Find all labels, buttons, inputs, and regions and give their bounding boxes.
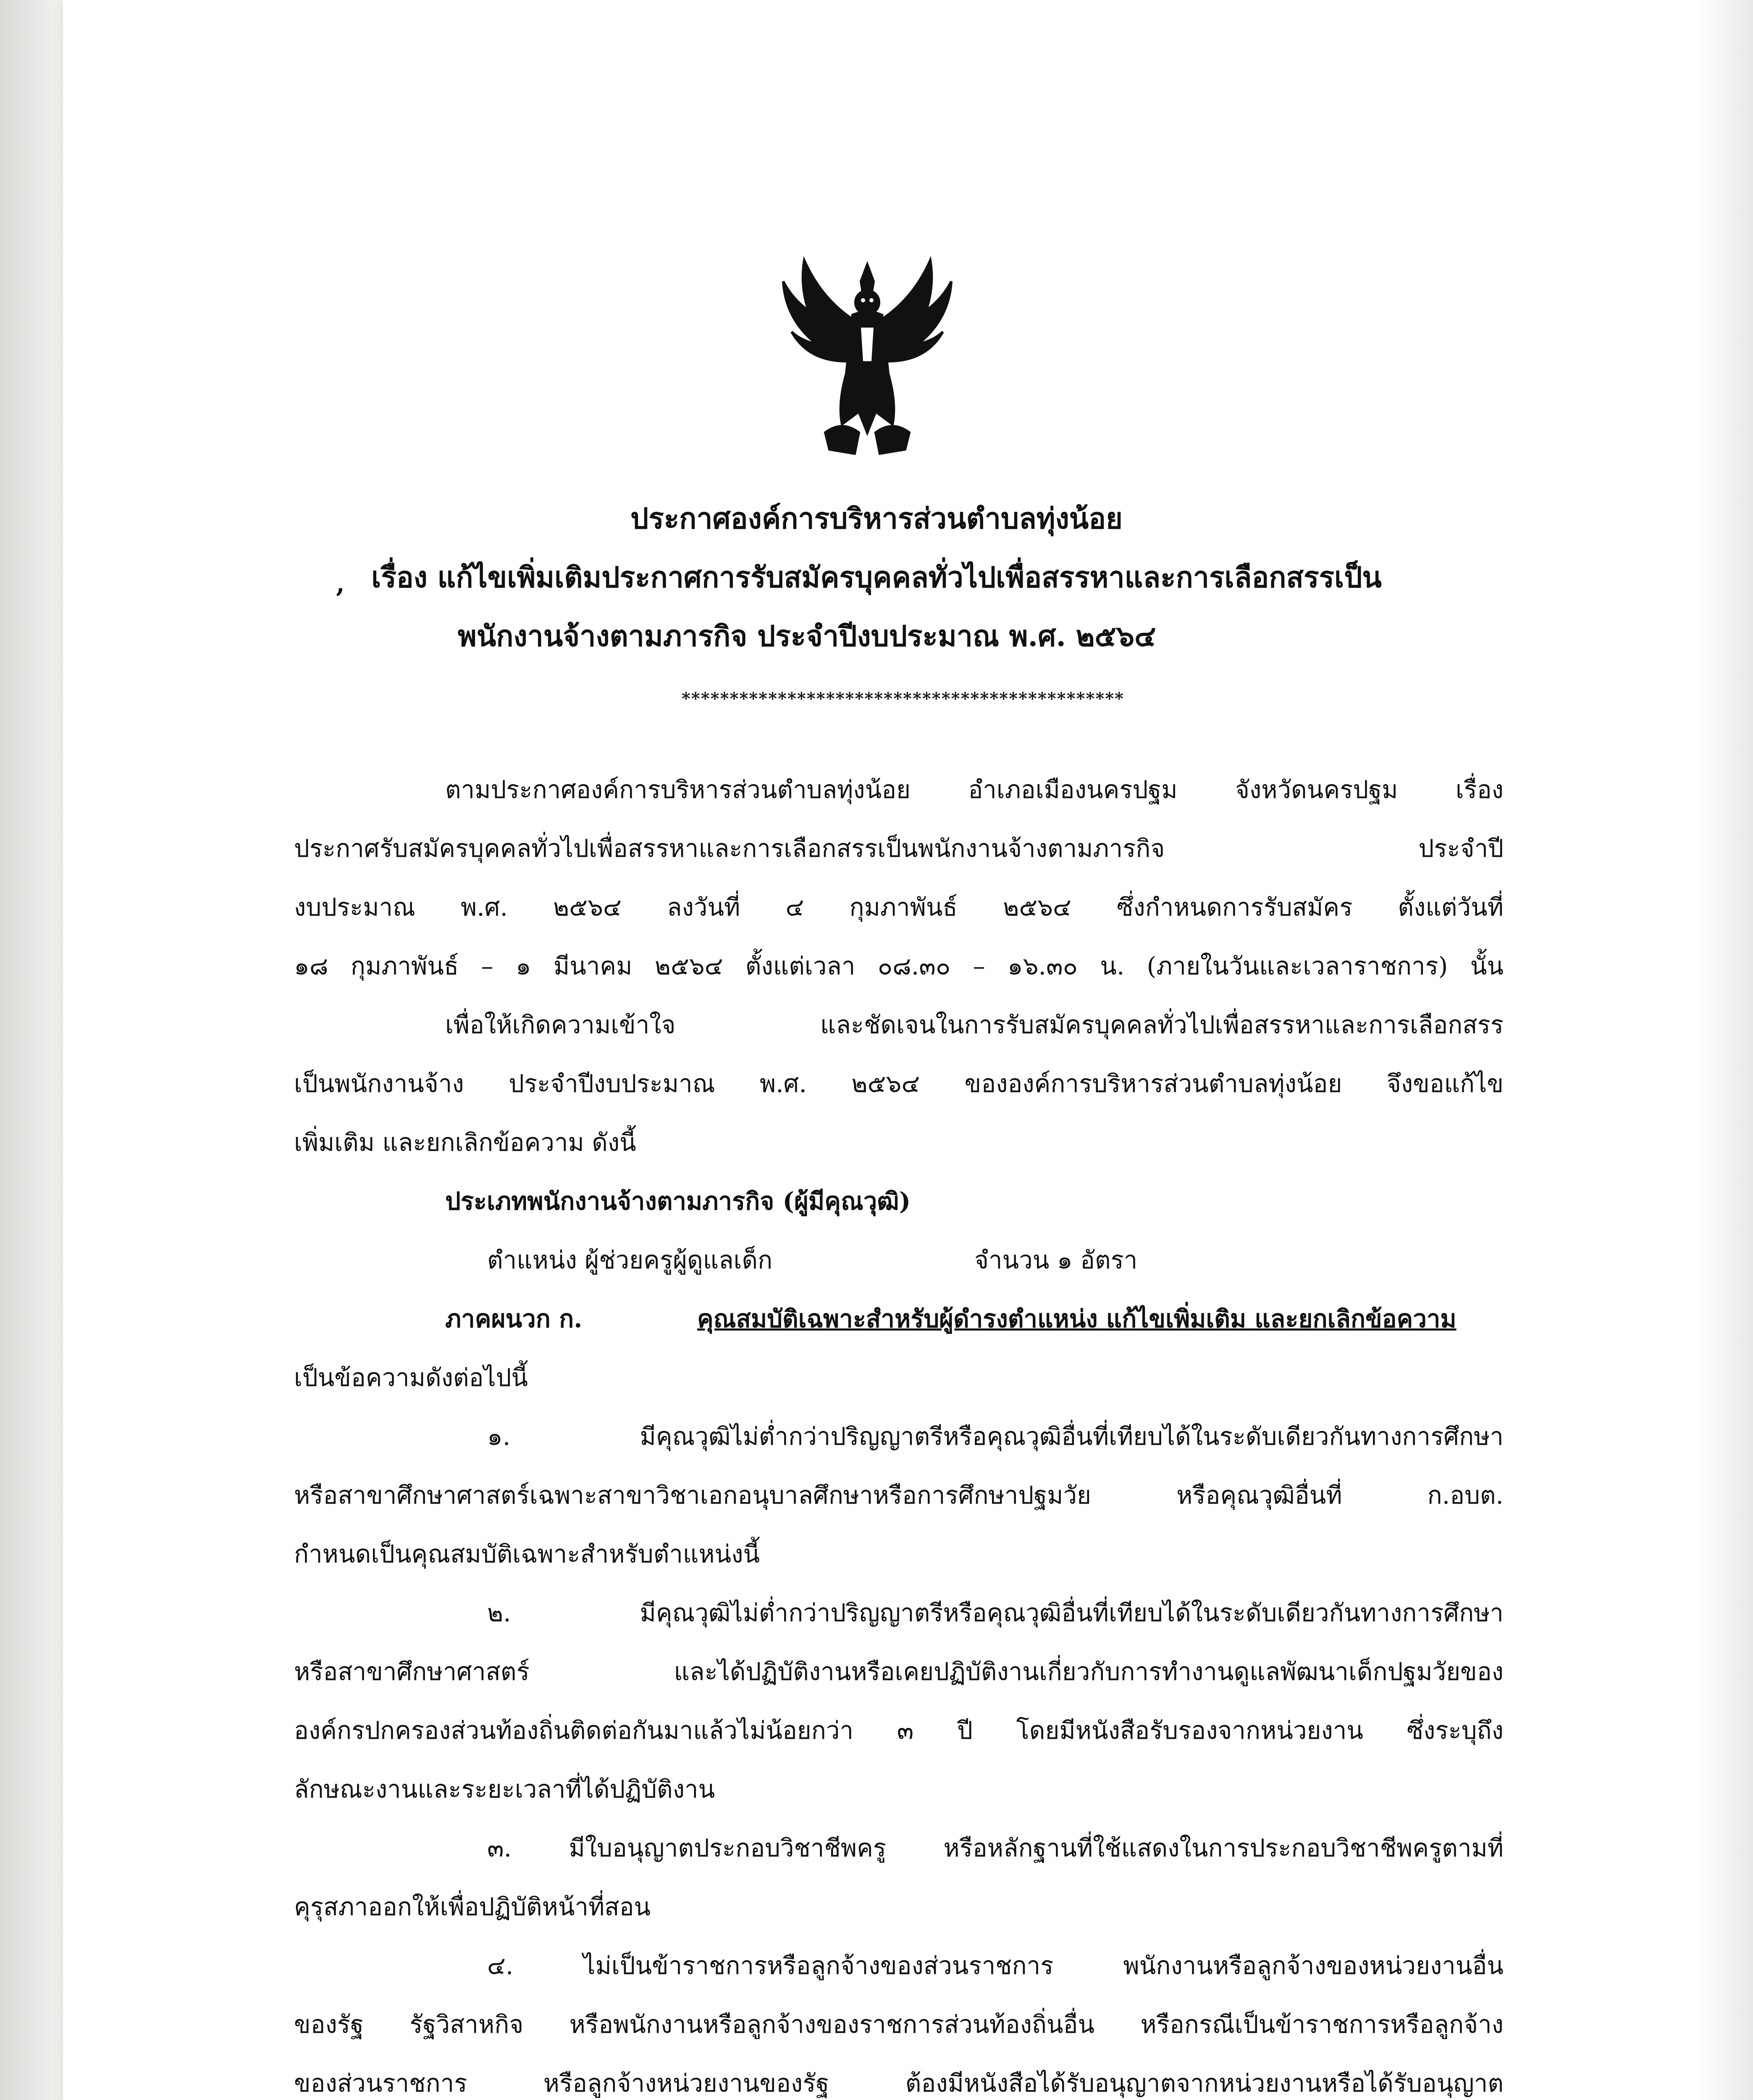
item-2-line-3: องค์กรปกครองส่วนท้องถิ่นติดต่อกันมาแล้วไม่น้อยกว่า ๓ ปี โดยมีหนังสือรับรองจากหน่วยงาน ซึ่งระบุถึง [294, 1716, 1504, 1745]
paragraph-1-line-2: ประกาศรับสมัครบุคคลทั่วไปเพื่อสรรหาและการเลือกสรรเป็นพนักงานจ้างตามภารกิจ ประจำปี [294, 834, 1504, 863]
item-3-line-1: ๓. มีใบอนุญาตประกอบวิชาชีพครู หรือหลักฐานที่ใช้แสดงในการประกอบวิชาชีพครูตามที่ [487, 1834, 1504, 1862]
page-edge-left [0, 0, 63, 2100]
annex-continuation: เป็นข้อความดังต่อไปนี้ [294, 1363, 528, 1392]
annex-label: ภาคผนวก ก. [445, 1305, 583, 1333]
position-label: ตำแหน่ง ผู้ช่วยครูผู้ดูแลเด็ก [487, 1246, 773, 1274]
paragraph-1-line-3: งบประมาณ พ.ศ. ๒๕๖๔ ลงวันที่ ๔ กุมภาพันธ์ ๒๕๖๔ ซึ่งกำหนดการรับสมัคร ตั้งแต่วันที่ [294, 893, 1504, 921]
item-2-line-1: ๒. มีคุณวุฒิไม่ต่ำกว่าปริญญาตรีหรือคุณวุฒิอื่นที่เทียบได้ในระดับเดียวกันทางการศึกษา [487, 1599, 1504, 1627]
item-1-line-3: กำหนดเป็นคุณสมบัติเฉพาะสำหรับตำแหน่งนี้ [294, 1540, 760, 1568]
position-count: จำนวน ๑ อัตรา [974, 1246, 1138, 1274]
paragraph-1-line-1: ตามประกาศองค์การบริหารส่วนตำบลทุ่งน้อย อำเภอเมืองนครปฐม จังหวัดนครปฐม เรื่อง [445, 775, 1504, 804]
employee-type-heading: ประเภทพนักงานจ้างตามภารกิจ (ผู้มีคุณวุฒิ) [445, 1187, 911, 1215]
item-2-line-4: ลักษณะงานและระยะเวลาที่ได้ปฏิบัติงาน [294, 1775, 715, 1803]
garuda-emblem-icon [758, 235, 976, 470]
announcement-subject-cont: พนักงานจ้างตามภารกิจ ประจำปีงบประมาณ พ.ศ. ๒๕๖๔ [458, 620, 1156, 653]
paragraph-1-line-4: ๑๘ กุมภาพันธ์ – ๑ มีนาคม ๒๕๖๔ ตั้งแต่เวลา ๐๘.๓๐ – ๑๖.๓๐ น. (ภายในวันและเวลาราชการ) นั้น [294, 952, 1504, 980]
paragraph-2-line-1: เพื่อให้เกิดความเข้าใจ และชัดเจนในการรับสมัครบุคคลทั่วไปเพื่อสรรหาและการเลือกสรร [445, 1011, 1504, 1039]
announcement-title: ประกาศองค์การบริหารส่วนตำบลทุ่งน้อย [630, 502, 1123, 536]
paragraph-2-line-3: เพิ่มเติม และยกเลิกข้อความ ดังนี้ [294, 1128, 636, 1157]
annex-title: คุณสมบัติเฉพาะสำหรับผู้ดำรงตำแหน่ง แก้ไขเพิ่มเติม และยกเลิกข้อความ [697, 1305, 1456, 1333]
page-edge-right [1697, 0, 1753, 2100]
item-1-line-2: หรือสาขาศึกษาศาสตร์เฉพาะสาขาวิชาเอกอนุบาลศึกษาหรือการศึกษาปฐมวัย หรือคุณวุฒิอื่นที่ ก.อบต. [294, 1481, 1504, 1509]
stray-mark: , [336, 569, 345, 598]
item-1-line-1: ๑. มีคุณวุฒิไม่ต่ำกว่าปริญญาตรีหรือคุณวุฒิอื่นที่เทียบได้ในระดับเดียวกันทางการศึกษา [487, 1422, 1504, 1451]
item-2-line-2: หรือสาขาศึกษาศาสตร์ และได้ปฏิบัติงานหรือเคยปฏิบัติงานเกี่ยวกับการทำงานดูแลพัฒนาเด็กปฐมวัยของ [294, 1657, 1504, 1686]
paragraph-2-line-2: เป็นพนักงานจ้าง ประจำปีงบประมาณ พ.ศ. ๒๕๖๔ ขององค์การบริหารส่วนตำบลทุ่งน้อย จึงขอแก้ไข [294, 1069, 1504, 1098]
announcement-subject: เรื่อง แก้ไขเพิ่มเติมประกาศการรับสมัครบุคคลทั่วไปเพื่อสรรหาและการเลือกสรรเป็น [371, 561, 1382, 594]
item-4-line-2: ของรัฐ รัฐวิสาหกิจ หรือพนักงานหรือลูกจ้างของราชการส่วนท้องถิ่นอื่น หรือกรณีเป็นข้าราชการหรือลูกจ้าง [294, 2010, 1504, 2039]
item-4-line-1: ๔. ไม่เป็นข้าราชการหรือลูกจ้างของส่วนราชการ พนักงานหรือลูกจ้างของหน่วยงานอื่น [487, 1951, 1504, 1980]
item-4-line-3: ของส่วนราชการ หรือลูกจ้างหน่วยงานของรัฐ ต้องมีหนังสือได้รับอนุญาตจากหน่วยงานหรือได้รับอนุญาต [294, 2069, 1504, 2097]
item-3-line-2: คุรุสภาออกให้เพื่อปฏิบัติหน้าที่สอน [294, 1893, 651, 1921]
separator-line: ********************************************** [681, 689, 1125, 709]
